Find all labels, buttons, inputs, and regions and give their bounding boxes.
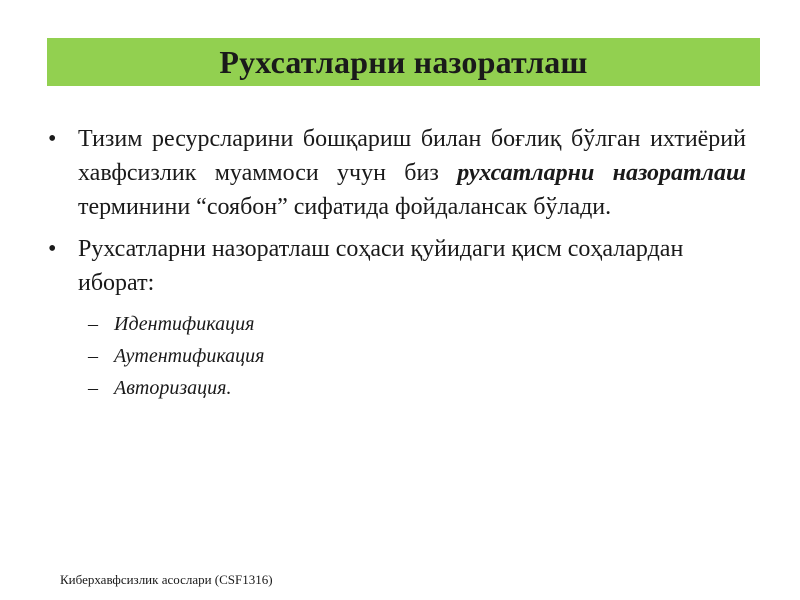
slide-footer: Киберхавфсизлик асослари (CSF1316): [60, 572, 273, 587]
bullet-item: [48, 232, 746, 300]
sub-list-item: [88, 340, 746, 372]
slide-title: Рухсатларни назоратлаш: [219, 43, 588, 80]
bullet-text-after: терминини “соябон” сифатида фойдалансак бўлади.: [78, 194, 612, 220]
bullet-icon: •: [48, 236, 57, 262]
bullet-icon: •: [48, 126, 57, 152]
sub-item-text: Аутентификация: [114, 344, 265, 367]
bullet-text-before: Тизим ресурсларини бошқариш билан боғлиқ бўлган ихтиёрий хавфсизлик муаммоси учун биз: [78, 126, 746, 186]
bullet-item: [48, 122, 746, 224]
bullet-text: [78, 122, 746, 224]
sub-item-text: Авторизация.: [114, 376, 232, 399]
sub-item-text: Идентификация: [114, 312, 255, 335]
bullet-emphasis: рухсатларни назоратлаш: [457, 160, 746, 186]
sub-list-item: [88, 372, 746, 404]
sub-list: [48, 308, 746, 404]
bullet-text: Рухсатларни назоратлаш соҳаси қуйидаги қисм соҳалардан иборат:: [78, 236, 684, 296]
slide-content: [48, 122, 746, 404]
dash-icon: –: [88, 312, 98, 335]
dash-icon: –: [88, 344, 98, 367]
dash-icon: –: [88, 376, 98, 399]
sub-list-item: [88, 308, 746, 340]
slide-title-bar: [47, 38, 760, 86]
